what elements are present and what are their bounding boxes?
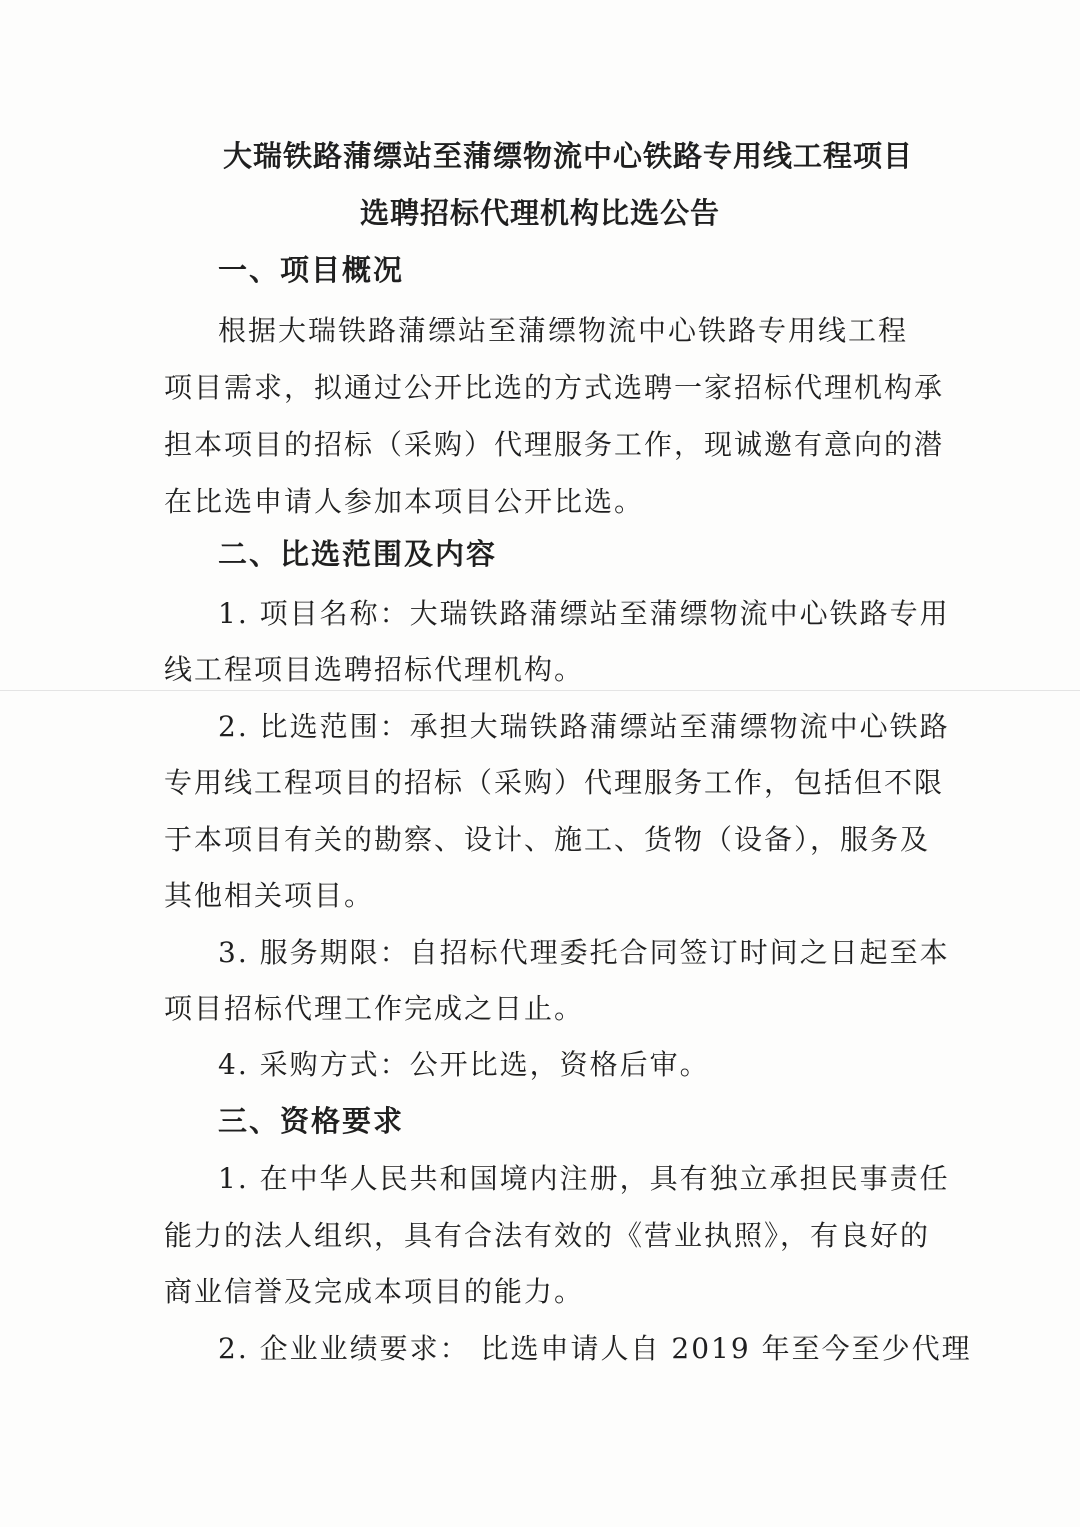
section-1-line-1: 根据大瑞铁路蒲缥站至蒲缥物流中心铁路专用线工程 bbox=[218, 314, 909, 347]
section-2-item-2-line-1: 2. 比选范围：承担大瑞铁路蒲缥站至蒲缥物流中心铁路 bbox=[218, 710, 950, 743]
section-2-item-2-line-2: 专用线工程项目的招标（采购）代理服务工作，包括但不限 bbox=[164, 766, 945, 799]
scan-fold-line bbox=[0, 690, 1080, 691]
section-1-line-4: 在比选申请人参加本项目公开比选。 bbox=[164, 485, 645, 518]
section-2-item-2-line-4: 其他相关项目。 bbox=[164, 879, 375, 912]
section-1-line-2: 项目需求，拟通过公开比选的方式选聘一家招标代理机构承 bbox=[164, 371, 945, 404]
document-title-line-1: 大瑞铁路蒲缥站至蒲缥物流中心铁路专用线工程项目 bbox=[222, 139, 913, 173]
section-2-item-1-line-1: 1. 项目名称：大瑞铁路蒲缥站至蒲缥物流中心铁路专用 bbox=[218, 597, 950, 630]
section-1-heading: 一、项目概况 bbox=[218, 253, 405, 287]
section-3-item-1-line-2: 能力的法人组织，具有合法有效的《营业执照》，有良好的 bbox=[164, 1219, 931, 1252]
section-1-line-3: 担本项目的招标（采购）代理服务工作，现诚邀有意向的潜 bbox=[164, 428, 945, 461]
section-2-item-4-line-1: 4. 采购方式：公开比选，资格后审。 bbox=[218, 1048, 710, 1081]
section-2-item-1-line-2: 线工程项目选聘招标代理机构。 bbox=[164, 653, 585, 686]
section-3-heading: 三、资格要求 bbox=[218, 1104, 405, 1138]
section-2-item-3-line-2: 项目招标代理工作完成之日止。 bbox=[164, 992, 585, 1025]
section-3-item-2-line-1: 2. 企业业绩要求： 比选申请人自 2019 年至今至少代理 bbox=[218, 1332, 972, 1365]
section-3-item-1-line-3: 商业信誉及完成本项目的能力。 bbox=[164, 1275, 585, 1308]
document-title-line-2: 选聘招标代理机构比选公告 bbox=[359, 196, 720, 230]
section-2-item-2-line-3: 于本项目有关的勘察、设计、施工、货物（设备），服务及 bbox=[164, 823, 931, 856]
section-3-item-1-line-1: 1. 在中华人民共和国境内注册，具有独立承担民事责任 bbox=[218, 1162, 950, 1195]
section-2-item-3-line-1: 3. 服务期限：自招标代理委托合同签订时间之日起至本 bbox=[218, 936, 950, 969]
section-2-heading: 二、比选范围及内容 bbox=[218, 537, 498, 571]
